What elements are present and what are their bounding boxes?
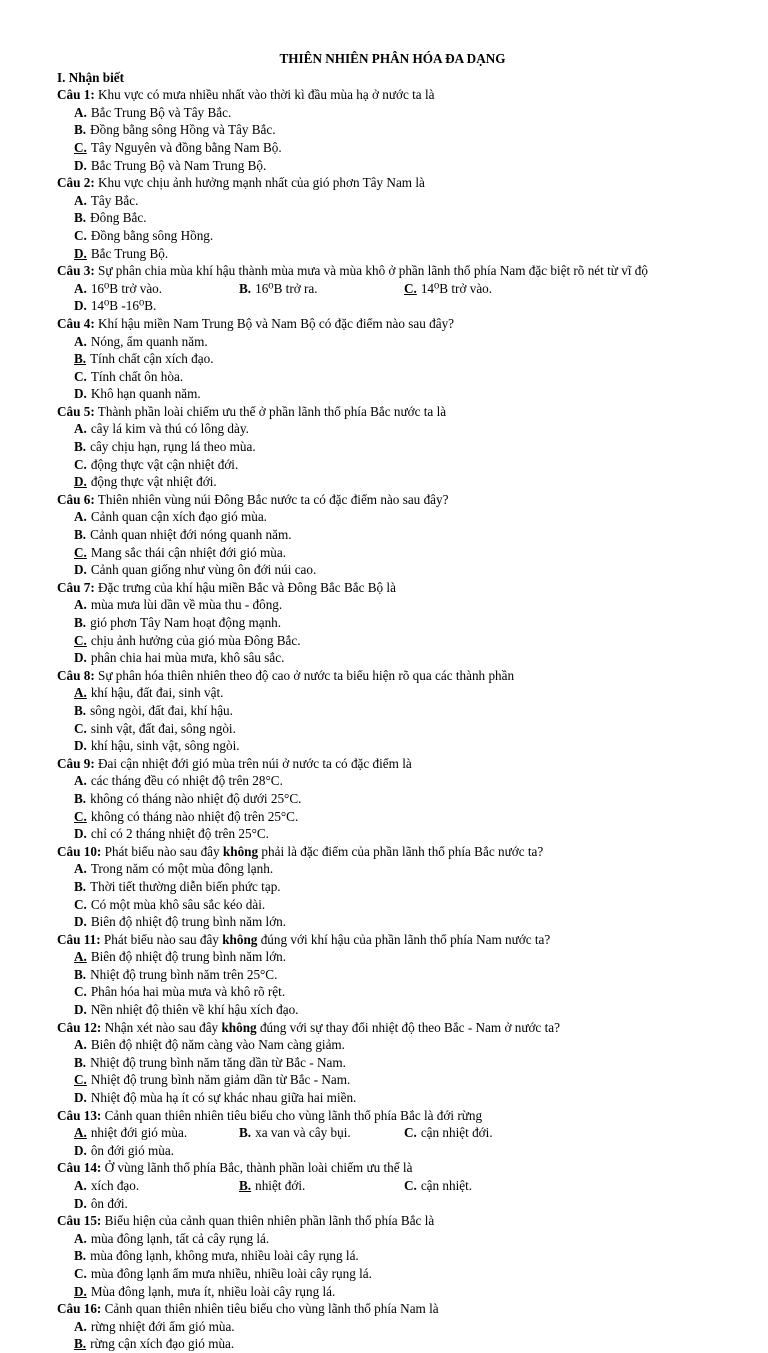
option-text: Biên độ nhiệt độ trung bình năm lớn. bbox=[90, 914, 287, 930]
answer-option bbox=[74, 1230, 728, 1248]
answer-options bbox=[57, 508, 728, 578]
option-letter: B. bbox=[74, 1248, 87, 1264]
answer-option bbox=[74, 456, 404, 474]
answer-option bbox=[74, 438, 404, 456]
answer-option bbox=[74, 385, 404, 403]
option-letter: C. bbox=[74, 227, 87, 243]
question-stem bbox=[57, 579, 728, 597]
answer-options bbox=[57, 860, 728, 930]
answer-option bbox=[74, 684, 404, 702]
question-keyword: không bbox=[222, 931, 258, 947]
answer-option bbox=[74, 948, 404, 966]
option-letter: A. bbox=[74, 280, 87, 296]
option-text: Tính chất cận xích đạo. bbox=[90, 351, 214, 367]
option-text: ôn đới. bbox=[90, 1195, 128, 1211]
option-text: mùa đông lạnh, tất cả cây rụng lá. bbox=[90, 1230, 270, 1246]
option-letter: A. bbox=[74, 1318, 87, 1334]
option-text: rừng cận xích đạo gió mùa. bbox=[90, 1336, 235, 1352]
option-text: động thực vật cận nhiệt đới. bbox=[90, 456, 239, 472]
option-letter: B. bbox=[74, 966, 87, 982]
answer-option bbox=[74, 1071, 728, 1089]
question bbox=[57, 174, 728, 262]
option-text: ôn đới gió mùa. bbox=[90, 1142, 174, 1158]
option-text: xích đạo. bbox=[90, 1178, 140, 1193]
question-text: Phát biểu nào sau đây bbox=[103, 931, 223, 947]
option-text: Nền nhiệt độ thiên về khí hậu xích đạo. bbox=[90, 1002, 299, 1018]
answer-options bbox=[57, 1318, 728, 1353]
option-text: nhiệt đới. bbox=[255, 1178, 306, 1193]
section-heading: I. Nhận biết bbox=[57, 69, 125, 85]
option-text: cận nhiệt. bbox=[420, 1178, 473, 1193]
question bbox=[57, 755, 728, 843]
option-text: Mùa đông lạnh, mưa ít, nhiều loài cây rụng lá. bbox=[90, 1283, 336, 1299]
option-letter: A. bbox=[74, 1230, 87, 1246]
answer-option bbox=[74, 649, 404, 667]
answer-option bbox=[74, 1247, 728, 1265]
option-text: nhiệt đới gió mùa. bbox=[90, 1125, 188, 1141]
option-letter: B. bbox=[74, 1336, 87, 1352]
option-letter: B. bbox=[74, 439, 87, 455]
option-text: 14⁰B trở vào. bbox=[420, 280, 493, 296]
option-letter: B. bbox=[239, 1178, 252, 1193]
option-text: mùa đông lạnh ẩm mưa nhiều, nhiều loài cây rụng lá. bbox=[90, 1265, 372, 1281]
option-text: xa van và cây bụi. bbox=[255, 1125, 351, 1141]
option-text: sông ngòi, đất đai, khí hậu. bbox=[90, 702, 233, 718]
answer-option bbox=[74, 1177, 239, 1195]
option-letter: A. bbox=[74, 949, 87, 965]
option-text: Nhiệt độ mùa hạ ít có sự khác nhau giữa hai miền. bbox=[90, 1090, 357, 1106]
answer-options bbox=[57, 104, 728, 174]
question-list bbox=[57, 86, 728, 1353]
question-stem bbox=[57, 667, 728, 685]
answer-options bbox=[57, 192, 728, 262]
answer-option bbox=[74, 561, 404, 579]
question-stem bbox=[57, 403, 728, 421]
option-text: Có một mùa khô sâu sắc kéo dài. bbox=[90, 896, 266, 912]
question bbox=[57, 1212, 728, 1300]
option-letter: A. bbox=[74, 685, 87, 701]
question-text: Sự phân chia mùa khí hậu thành mùa mưa và mùa khô ở phần lãnh thổ phía Nam đặc biệt rõ nét từ vĩ độ bbox=[98, 263, 648, 279]
option-letter: D. bbox=[74, 157, 87, 173]
question-stem bbox=[57, 86, 728, 104]
question-text: Đặc trưng của khí hậu miền Bắc và Đông Bắc Bắc Bộ là bbox=[98, 579, 396, 595]
option-letter: C. bbox=[404, 280, 417, 296]
option-text: không có tháng nào nhiệt độ dưới 25°C. bbox=[90, 790, 302, 806]
option-letter: B. bbox=[74, 527, 87, 543]
question-keyword: không bbox=[222, 843, 259, 859]
answer-option bbox=[74, 121, 404, 139]
question bbox=[57, 315, 728, 403]
option-text: động thực vật nhiệt đới. bbox=[90, 474, 217, 490]
answer-option bbox=[74, 192, 404, 210]
answer-option bbox=[404, 1124, 569, 1142]
answer-option bbox=[74, 139, 404, 157]
question-text: Ở vùng lãnh thổ phía Bắc, thành phần loài chiếm ưu thế là bbox=[104, 1160, 413, 1176]
option-text: các tháng đều có nhiệt độ trên 28°C. bbox=[90, 773, 283, 789]
answer-option bbox=[74, 632, 404, 650]
answer-option bbox=[404, 280, 569, 298]
answer-option bbox=[74, 1124, 239, 1142]
option-letter: A. bbox=[74, 333, 87, 349]
option-text: Bắc Trung Bộ. bbox=[90, 245, 169, 261]
option-text: Nhiệt độ trung bình năm trên 25°C. bbox=[90, 966, 278, 982]
option-text: Biên độ nhiệt độ trung bình năm lớn. bbox=[90, 949, 287, 965]
answer-option bbox=[74, 808, 404, 826]
option-text: Cảnh quan giống như vùng ôn đới núi cao. bbox=[90, 562, 317, 578]
question bbox=[57, 86, 728, 174]
question-label: Câu 10: bbox=[57, 843, 102, 859]
option-text: 16⁰B trở ra. bbox=[255, 280, 318, 296]
question bbox=[57, 491, 728, 579]
question-text: đúng với khí hậu của phần lãnh thổ phía Nam nước ta? bbox=[257, 931, 551, 947]
answer-option bbox=[74, 227, 404, 245]
answer-options bbox=[57, 420, 728, 490]
answer-option bbox=[74, 420, 404, 438]
option-text: Cảnh quan cận xích đạo gió mùa. bbox=[90, 509, 267, 525]
answer-option bbox=[74, 913, 404, 931]
option-letter: A. bbox=[74, 104, 87, 120]
question-label: Câu 5: bbox=[57, 403, 95, 419]
option-text: Đông Bắc. bbox=[90, 210, 147, 226]
answer-option bbox=[74, 825, 404, 843]
option-text: Tây Bắc. bbox=[90, 192, 139, 208]
option-letter: C. bbox=[74, 1072, 87, 1088]
option-letter: D. bbox=[74, 914, 87, 930]
option-text: cây lá kim và thú có lông dày. bbox=[90, 421, 249, 437]
option-letter: C. bbox=[74, 1265, 87, 1281]
question-label: Câu 11: bbox=[57, 931, 101, 947]
option-letter: D. bbox=[74, 826, 87, 842]
answer-option bbox=[74, 350, 404, 368]
option-text: Tính chất ôn hòa. bbox=[90, 368, 184, 384]
question-label: Câu 13: bbox=[57, 1107, 102, 1123]
option-letter: D. bbox=[74, 1283, 87, 1299]
question-stem bbox=[57, 1300, 728, 1318]
question-stem bbox=[57, 174, 728, 192]
answer-option bbox=[74, 596, 404, 614]
option-text: Tây Nguyên và đồng bằng Nam Bộ. bbox=[90, 139, 282, 155]
answer-options bbox=[57, 1036, 728, 1106]
answer-option bbox=[74, 1142, 239, 1160]
option-letter: C. bbox=[74, 544, 87, 560]
option-text: cây chịu hạn, rụng lá theo mùa. bbox=[90, 439, 256, 455]
answer-options bbox=[57, 280, 728, 315]
question bbox=[57, 1159, 728, 1212]
option-text: Thời tiết thường diễn biến phức tạp. bbox=[90, 878, 281, 894]
question-text: Thiên nhiên vùng núi Đông Bắc nước ta có đặc điểm nào sau đây? bbox=[97, 491, 449, 507]
answer-option bbox=[404, 1177, 569, 1195]
answer-option bbox=[74, 1335, 404, 1353]
answer-option bbox=[74, 966, 404, 984]
question-stem bbox=[57, 1212, 728, 1230]
question bbox=[57, 1107, 728, 1160]
question-label: Câu 7: bbox=[57, 579, 95, 595]
option-letter: A. bbox=[74, 597, 87, 613]
question-label: Câu 6: bbox=[57, 491, 95, 507]
question-label: Câu 16: bbox=[57, 1301, 102, 1317]
answer-option bbox=[74, 790, 404, 808]
answer-option bbox=[239, 1124, 404, 1142]
option-text: chỉ có 2 tháng nhiệt độ trên 25°C. bbox=[90, 826, 269, 842]
question-text: Cảnh quan thiên nhiên tiêu biểu cho vùng lãnh thổ phía Bắc là đới rừng bbox=[104, 1107, 483, 1123]
option-text: Nóng, ẩm quanh năm. bbox=[90, 333, 208, 349]
question-stem bbox=[57, 1019, 728, 1037]
option-letter: D. bbox=[74, 1090, 87, 1106]
option-letter: C. bbox=[74, 456, 87, 472]
answer-options bbox=[57, 948, 728, 1018]
option-letter: B. bbox=[74, 790, 87, 806]
question-text: Biểu hiện của cảnh quan thiên nhiên phần lãnh thổ phía Bắc là bbox=[104, 1213, 435, 1229]
option-letter: C. bbox=[74, 896, 87, 912]
question-stem bbox=[57, 1159, 728, 1177]
answer-option bbox=[74, 157, 404, 175]
question-label: Câu 8: bbox=[57, 667, 95, 683]
answer-option bbox=[74, 772, 404, 790]
option-letter: D. bbox=[74, 738, 87, 754]
option-letter: C. bbox=[74, 139, 87, 155]
option-letter: D. bbox=[74, 1002, 87, 1018]
answer-option bbox=[74, 860, 404, 878]
option-text: khí hậu, đất đai, sinh vật. bbox=[90, 685, 224, 701]
option-text: khí hậu, sinh vật, sông ngòi. bbox=[90, 738, 240, 754]
answer-option bbox=[74, 1265, 728, 1283]
question-stem bbox=[57, 262, 728, 280]
question bbox=[57, 1300, 728, 1353]
answer-option bbox=[74, 614, 404, 632]
option-letter: B. bbox=[239, 1125, 252, 1141]
answer-option bbox=[74, 702, 404, 720]
option-text: phân chia hai mùa mưa, khô sâu sắc. bbox=[90, 650, 285, 666]
answer-option bbox=[74, 508, 404, 526]
option-text: 16⁰B trở vào. bbox=[90, 280, 163, 296]
option-text: Đồng bằng sông Hồng và Tây Bắc. bbox=[90, 122, 276, 138]
option-text: Đồng bằng sông Hồng. bbox=[90, 227, 214, 243]
answer-option bbox=[74, 333, 404, 351]
question-stem bbox=[57, 843, 728, 861]
option-letter: A. bbox=[74, 1037, 87, 1053]
option-letter: A. bbox=[74, 861, 87, 877]
option-text: Mang sắc thái cận nhiệt đới gió mùa. bbox=[90, 544, 287, 560]
option-letter: B. bbox=[74, 122, 87, 138]
answer-option bbox=[74, 473, 404, 491]
question bbox=[57, 843, 728, 931]
answer-option bbox=[74, 368, 404, 386]
option-text: gió phơn Tây Nam hoạt động mạnh. bbox=[90, 615, 282, 630]
option-letter: B. bbox=[74, 210, 87, 226]
answer-options bbox=[57, 1177, 728, 1212]
option-letter: D. bbox=[74, 245, 87, 261]
answer-option bbox=[74, 720, 404, 738]
option-letter: C. bbox=[74, 368, 87, 384]
option-letter: D. bbox=[74, 298, 87, 314]
question-label: Câu 2: bbox=[57, 175, 95, 191]
question bbox=[57, 579, 728, 667]
answer-option bbox=[74, 1001, 404, 1019]
option-text: Biên độ nhiệt độ năm càng vào Nam càng giảm. bbox=[90, 1037, 345, 1053]
option-letter: A. bbox=[74, 509, 87, 525]
question-label: Câu 12: bbox=[57, 1019, 102, 1035]
question-text: Nhận xét nào sau đây bbox=[104, 1019, 222, 1035]
answer-option bbox=[74, 1089, 728, 1107]
option-letter: A. bbox=[74, 1178, 87, 1193]
option-text: Cảnh quan nhiệt đới nóng quanh năm. bbox=[90, 527, 292, 543]
question-label: Câu 15: bbox=[57, 1213, 102, 1229]
answer-option bbox=[74, 878, 404, 896]
option-text: Nhiệt độ trung bình năm tăng dần từ Bắc - Nam. bbox=[90, 1054, 346, 1070]
option-text: sinh vật, đất đai, sông ngòi. bbox=[90, 720, 236, 736]
answer-option bbox=[74, 1036, 728, 1054]
option-text: Khô hạn quanh năm. bbox=[90, 386, 201, 402]
option-letter: B. bbox=[74, 1054, 87, 1070]
option-letter: C. bbox=[74, 808, 87, 824]
option-letter: A. bbox=[74, 421, 87, 437]
option-text: Bắc Trung Bộ và Tây Bắc. bbox=[90, 104, 232, 120]
option-letter: D. bbox=[74, 562, 87, 578]
question bbox=[57, 262, 728, 315]
question-text: Khu vực chịu ảnh hưởng mạnh nhất của gió phơn Tây Nam là bbox=[98, 175, 425, 191]
option-letter: D. bbox=[74, 474, 87, 490]
answer-options bbox=[57, 333, 728, 403]
question-label: Câu 1: bbox=[57, 87, 95, 103]
answer-option bbox=[74, 297, 239, 315]
answer-options bbox=[57, 1124, 728, 1159]
question-keyword: không bbox=[221, 1019, 257, 1035]
answer-option bbox=[239, 280, 404, 298]
option-text: mùa mưa lùi dần về mùa thu - đông. bbox=[90, 597, 283, 613]
question-text: Phát biểu nào sau đây bbox=[104, 843, 223, 859]
option-letter: C. bbox=[74, 720, 87, 736]
question-stem bbox=[57, 491, 728, 509]
answer-option bbox=[74, 526, 404, 544]
answer-option bbox=[74, 1283, 728, 1301]
option-letter: C. bbox=[404, 1178, 417, 1193]
question-label: Câu 4: bbox=[57, 315, 95, 331]
answer-options bbox=[57, 684, 728, 754]
answer-option bbox=[74, 280, 239, 298]
option-text: không có tháng nào nhiệt độ trên 25°C. bbox=[90, 808, 299, 824]
question bbox=[57, 667, 728, 755]
answer-option bbox=[239, 1177, 404, 1195]
option-text: Nhiệt độ trung bình năm giảm dần từ Bắc - Nam. bbox=[90, 1072, 351, 1088]
option-letter: D. bbox=[74, 1142, 87, 1158]
answer-option bbox=[74, 544, 404, 562]
option-letter: B. bbox=[74, 351, 87, 367]
question bbox=[57, 931, 728, 1019]
answer-option bbox=[74, 1195, 239, 1213]
option-letter: C. bbox=[404, 1125, 417, 1141]
question-label: Câu 3: bbox=[57, 263, 95, 279]
option-letter: D. bbox=[74, 1195, 87, 1211]
option-text: Phân hóa hai mùa mưa và khô rõ rệt. bbox=[90, 984, 286, 1000]
option-letter: C. bbox=[74, 984, 87, 1000]
question-stem bbox=[57, 931, 728, 949]
option-text: mùa đông lạnh, không mưa, nhiều loài cây rụng lá. bbox=[90, 1248, 359, 1264]
answer-options bbox=[57, 772, 728, 842]
option-letter: B. bbox=[74, 615, 87, 630]
option-letter: B. bbox=[74, 878, 87, 894]
option-letter: A. bbox=[74, 1125, 87, 1141]
option-text: rừng nhiệt đới ẩm gió mùa. bbox=[90, 1318, 235, 1334]
question-stem bbox=[57, 1107, 728, 1125]
option-text: cận nhiệt đới. bbox=[420, 1125, 493, 1141]
option-letter: D. bbox=[74, 386, 87, 402]
option-text: 14⁰B -16⁰B. bbox=[90, 298, 157, 314]
answer-options bbox=[57, 1230, 728, 1300]
answer-option bbox=[74, 1318, 404, 1336]
question-text: Thành phần loài chiếm ưu thế ở phần lãnh thổ phía Bắc nước ta là bbox=[97, 403, 447, 419]
answer-option bbox=[74, 983, 404, 1001]
question-text: Khí hậu miền Nam Trung Bộ và Nam Bộ có đặc điểm nào sau đây? bbox=[98, 315, 455, 331]
question-text: Khu vực có mưa nhiều nhất vào thời kì đầu mùa hạ ở nước ta là bbox=[98, 87, 435, 103]
question bbox=[57, 1019, 728, 1107]
option-letter: D. bbox=[74, 650, 87, 666]
option-letter: C. bbox=[74, 632, 87, 648]
question-stem bbox=[57, 315, 728, 333]
question-text: Sự phân hóa thiên nhiên theo độ cao ở nước ta biểu hiện rõ qua các thành phần bbox=[98, 667, 515, 683]
answer-option bbox=[74, 245, 404, 263]
answer-option bbox=[74, 1054, 728, 1072]
question bbox=[57, 403, 728, 491]
option-letter: A. bbox=[74, 192, 87, 208]
option-text: Trong năm có một mùa đông lạnh. bbox=[90, 861, 274, 877]
document-title: THIÊN NHIÊN PHÂN HÓA ĐA DẠNG bbox=[279, 51, 506, 66]
question-text: đúng với sự thay đổi nhiệt độ theo Bắc - Nam ở nước ta? bbox=[256, 1019, 560, 1035]
question-text: Cảnh quan thiên nhiên tiêu biểu cho vùng lãnh thổ phía Nam là bbox=[104, 1301, 439, 1317]
answer-option bbox=[74, 104, 404, 122]
option-letter: B. bbox=[239, 280, 252, 296]
question-text: Đai cận nhiệt đới gió mùa trên núi ở nước ta có đặc điểm là bbox=[98, 755, 412, 771]
option-text: chịu ảnh hưởng của gió mùa Đông Bắc. bbox=[90, 632, 301, 648]
answer-option bbox=[74, 737, 404, 755]
option-letter: B. bbox=[74, 702, 87, 718]
question-label: Câu 14: bbox=[57, 1160, 102, 1176]
question-text: phải là đặc điểm của phần lãnh thổ phía Bắc nước ta? bbox=[258, 843, 544, 859]
answer-options bbox=[57, 596, 728, 666]
question-label: Câu 9: bbox=[57, 755, 95, 771]
option-text: Bắc Trung Bộ và Nam Trung Bộ. bbox=[90, 157, 267, 173]
option-letter: A. bbox=[74, 773, 87, 789]
question-stem bbox=[57, 755, 728, 773]
answer-option bbox=[74, 209, 404, 227]
answer-option bbox=[74, 896, 404, 914]
